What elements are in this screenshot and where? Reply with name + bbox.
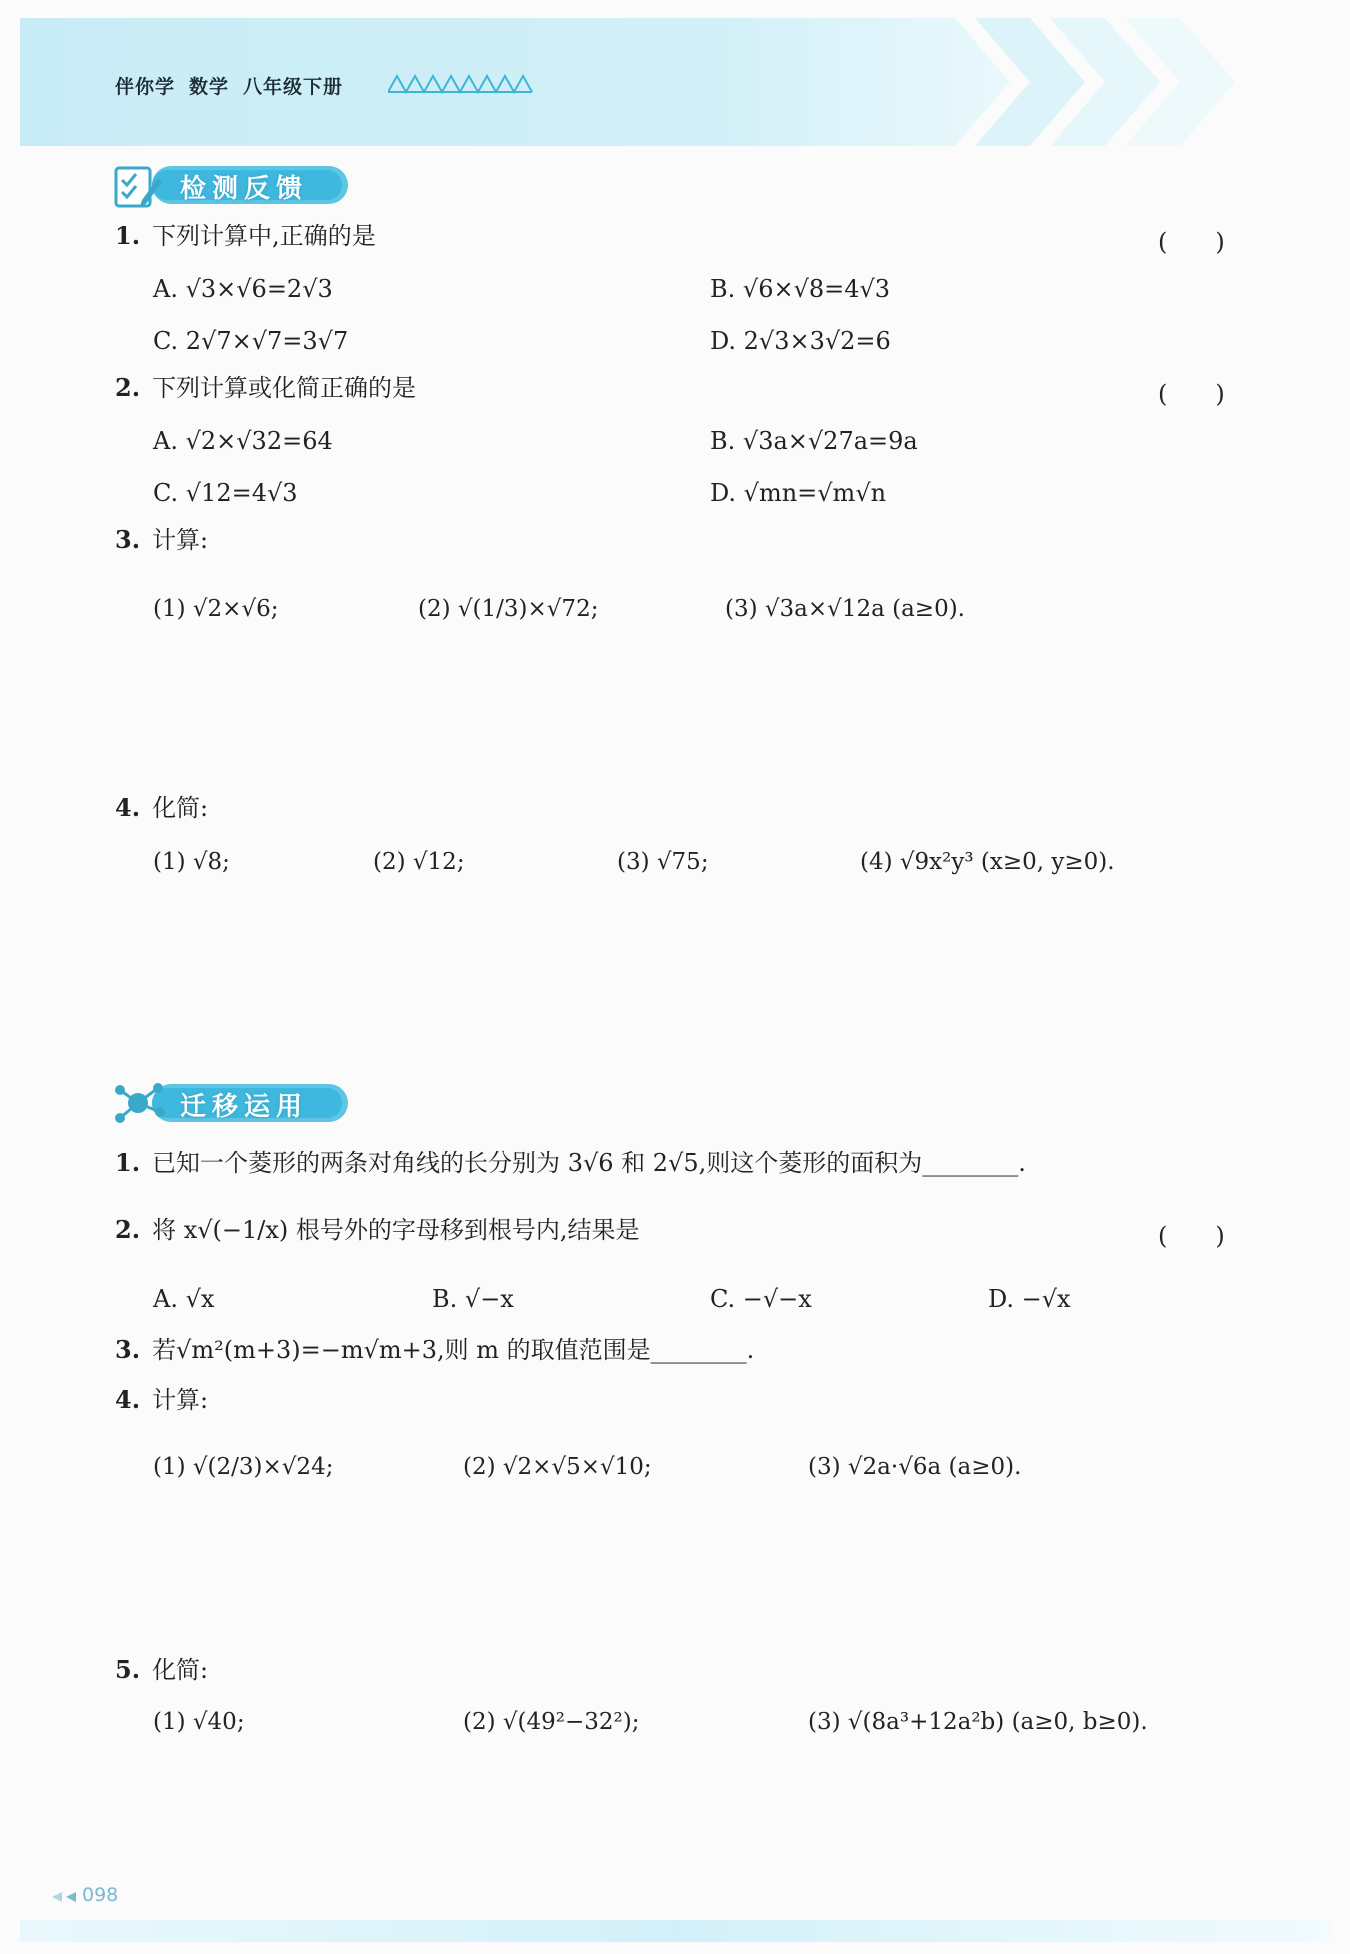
sub-question-3: (3) √2a·√6a (a≥0). <box>808 1454 1022 1480</box>
s2-q4 <box>115 1384 208 1416</box>
question-text: 将 x√(−1/x) 根号外的字母移到根号内,结果是 <box>152 1216 640 1244</box>
question-text: 计算: <box>152 526 209 554</box>
footer-band <box>20 1920 1330 1942</box>
header-subject: 数学 <box>189 76 230 98</box>
sub-question-3: (3) √75; <box>617 849 709 875</box>
question-text: 计算: <box>152 1386 209 1414</box>
sub-question-3: (3) √3a×√12a (a≥0). <box>725 596 965 622</box>
sub-question-3: (3) √(8a³+12a²b) (a≥0, b≥0). <box>808 1709 1148 1735</box>
header-book: 伴你学 <box>115 76 176 98</box>
s2-q3 <box>115 1334 754 1366</box>
option-c: C. 2√7×√7=3√7 <box>153 327 349 355</box>
sub-question-1: (1) √40; <box>153 1709 245 1735</box>
sub-question-2: (2) √(1/3)×√72; <box>418 596 599 622</box>
question-text: 下列计算或化简正确的是 <box>152 374 417 402</box>
section-title-feedback: 检测反馈 <box>180 174 309 204</box>
section-title-transfer: 迁移运用 <box>180 1092 309 1122</box>
option-d: D. √mn=√m√n <box>710 479 887 507</box>
question-number: 1. <box>115 1148 141 1177</box>
s1-q2 <box>115 372 416 404</box>
s2-q5 <box>115 1654 208 1686</box>
question-text: 已知一个菱形的两条对角线的长分别为 3√6 和 2√5,则这个菱形的面积为________. <box>152 1149 1026 1177</box>
zigzag-decoration-icon <box>388 74 533 94</box>
question-number: 4. <box>115 1385 141 1414</box>
option-a: A. √2×√32=64 <box>153 427 333 455</box>
question-number: 2. <box>115 373 141 402</box>
question-text: 化简: <box>152 794 209 822</box>
section-badge-feedback <box>112 160 352 210</box>
section-badge-transfer <box>112 1078 352 1128</box>
page-arrow-icon <box>52 1890 82 1904</box>
option-b: B. √3a×√27a=9a <box>710 427 918 455</box>
s2-q2 <box>115 1214 640 1246</box>
answer-paren: ( ) <box>1158 380 1225 408</box>
s1-q4 <box>115 792 208 824</box>
s2-q1 <box>115 1147 1026 1179</box>
option-d: D. −√x <box>988 1285 1071 1313</box>
sub-question-2: (2) √12; <box>373 849 465 875</box>
option-b: B. √−x <box>432 1285 514 1313</box>
question-text: 下列计算中,正确的是 <box>152 222 376 250</box>
option-c: C. √12=4√3 <box>153 479 298 507</box>
s1-q1 <box>115 220 376 252</box>
checklist-icon <box>112 160 164 210</box>
answer-paren: ( ) <box>1158 1222 1225 1250</box>
question-number: 5. <box>115 1655 141 1684</box>
sub-question-1: (1) √2×√6; <box>153 596 279 622</box>
option-c: C. −√−x <box>710 1285 812 1313</box>
question-text: 化简: <box>152 1656 209 1684</box>
question-number: 2. <box>115 1215 141 1244</box>
sub-question-1: (1) √8; <box>153 849 230 875</box>
question-number: 3. <box>115 525 141 554</box>
s1-q3 <box>115 524 208 556</box>
question-number: 4. <box>115 793 141 822</box>
question-number: 1. <box>115 221 141 250</box>
question-text: 若√m²(m+3)=−m√m+3,则 m 的取值范围是________. <box>152 1336 755 1364</box>
answer-paren: ( ) <box>1158 228 1225 256</box>
sub-question-4: (4) √9x²y³ (x≥0, y≥0). <box>860 849 1115 875</box>
header-title <box>115 72 357 99</box>
option-a: A. √x <box>153 1285 215 1313</box>
option-a: A. √3×√6=2√3 <box>153 275 333 303</box>
header-grade: 八年级下册 <box>243 76 344 98</box>
sub-question-2: (2) √2×√5×√10; <box>463 1454 652 1480</box>
question-number: 3. <box>115 1335 141 1364</box>
page-number: 098 <box>82 1884 119 1906</box>
option-d: D. 2√3×3√2=6 <box>710 327 891 355</box>
molecule-icon <box>112 1078 168 1128</box>
sub-question-1: (1) √(2/3)×√24; <box>153 1454 334 1480</box>
sub-question-2: (2) √(49²−32²); <box>463 1709 640 1735</box>
option-b: B. √6×√8=4√3 <box>710 275 891 303</box>
